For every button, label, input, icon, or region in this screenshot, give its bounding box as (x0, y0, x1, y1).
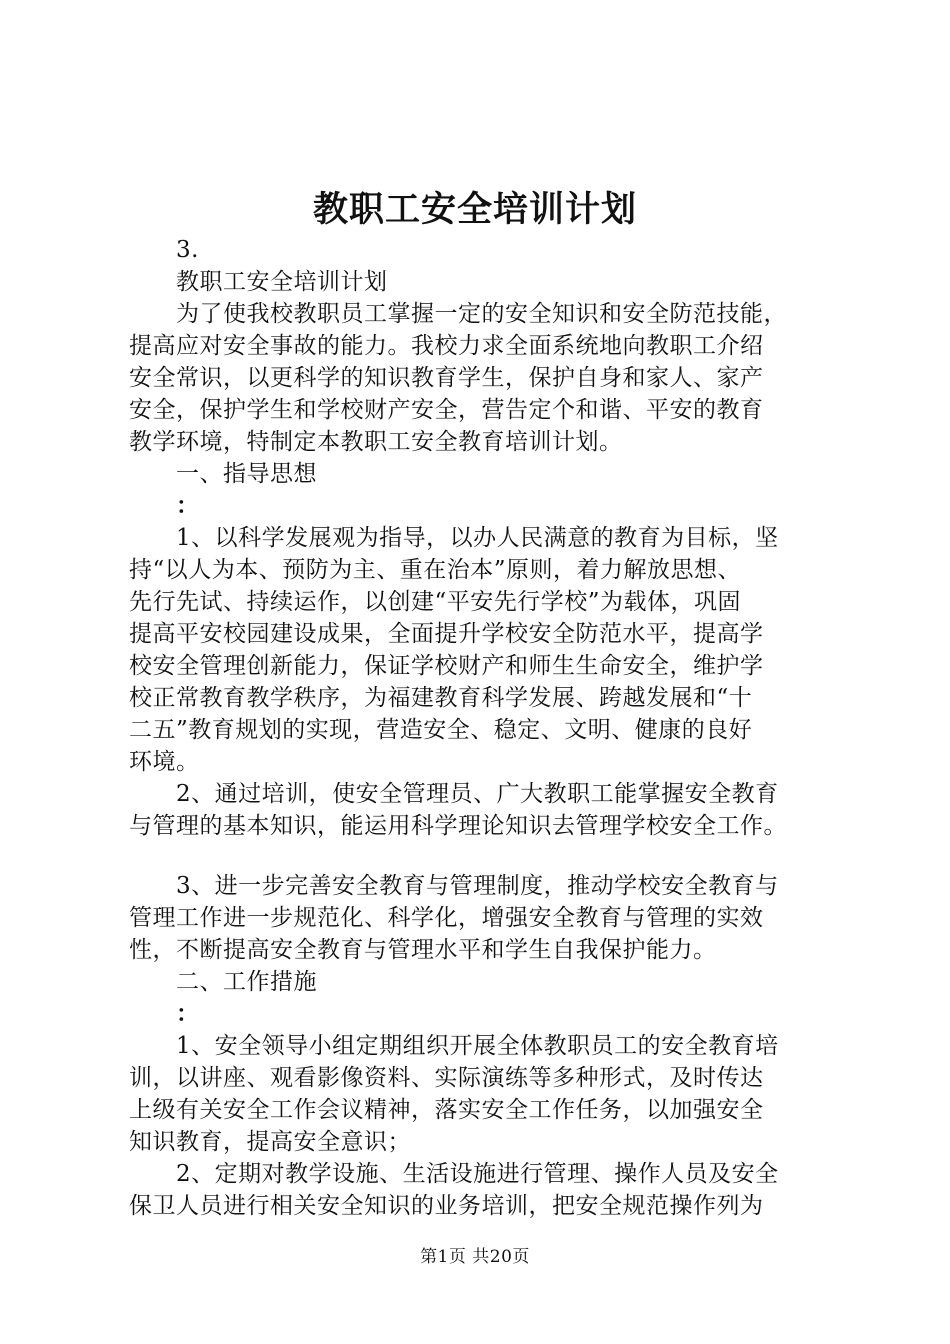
heading-colon: ： (176, 492, 200, 519)
paragraph-line: 2、通过培训，使安全管理员、广大教职工能掌握安全教育 (176, 781, 779, 807)
heading-colon: ： (176, 1000, 200, 1027)
paragraph-line: 为了使我校教职员工掌握一定的安全知识和安全防范技能， (176, 301, 787, 327)
section-number: 3. (176, 237, 199, 263)
paragraph-line: 管理工作进一步规范化、科学化，增强安全教育与管理的实效 (129, 905, 764, 931)
paragraph-line: 校正常教育教学秩序，为福建教育科学发展、跨越发展和“十 (129, 685, 753, 711)
document-body (129, 234, 829, 1222)
section-heading: 一、指导思想 (176, 461, 317, 487)
paragraph-line: 环境。 (129, 749, 200, 775)
paragraph-line: 校安全管理创新能力，保证学校财产和师生生命安全，维护学 (129, 653, 764, 679)
paragraph-line: 上级有关安全工作会议精神，落实安全工作任务，以加强安全 (129, 1097, 764, 1123)
paragraph-line: 1、以科学发展观为指导，以办人民满意的教育为目标，坚 (176, 525, 779, 551)
paragraph-line: 先行先试、持续运作，以创建“平安先行学校”为载体，巩固 (129, 589, 742, 615)
paragraph-line: 知识教育，提高安全意识； (129, 1129, 411, 1155)
section-heading: 二、工作措施 (176, 969, 317, 995)
subtitle-line: 教职工安全培训计划 (176, 269, 388, 295)
paragraph-line: 持“以人为本、预防为主、重在治本”原则，着力解放思想、 (129, 557, 742, 583)
paragraph-line: 训，以讲座、观看影像资料、实际演练等多种形式，及时传达 (129, 1065, 764, 1091)
paragraph-line: 3、进一步完善安全教育与管理制度，推动学校安全教育与 (176, 873, 779, 899)
paragraph-line: 性，不断提高安全教育与管理水平和学生自我保护能力。 (129, 937, 717, 963)
paragraph-line: 提高应对安全事故的能力。我校力求全面系统地向教职工介绍 (129, 333, 764, 359)
document-title: 教职工安全培训计划 (312, 189, 637, 230)
paragraph-line: 安全常识，以更科学的知识教育学生，保护自身和家人、家产 (129, 365, 764, 391)
paragraph-line: 2、定期对教学设施、生活设施进行管理、操作人员及安全 (176, 1161, 779, 1187)
paragraph-line: 1、安全领导小组定期组织开展全体教职员工的安全教育培 (176, 1033, 779, 1059)
paragraph-line: 二五”教育规划的实现，营造安全、稳定、文明、健康的良好 (129, 717, 753, 743)
paragraph-line: 与管理的基本知识，能运用科学理论知识去管理学校安全工作。 (129, 813, 787, 839)
paragraph-line: 提高平安校园建设成果，全面提升学校安全防范水平，提高学 (129, 621, 764, 647)
paragraph-line: 安全，保护学生和学校财产安全，营告定个和谐、平安的教育 (129, 397, 764, 423)
paragraph-line: 保卫人员进行相关安全知识的业务培训，把安全规范操作列为 (129, 1193, 764, 1219)
paragraph-line: 教学环境，特制定本教职工安全教育培训计划。 (129, 429, 623, 455)
paragraph-gap (129, 842, 829, 870)
page-footer: 第1页 共20页 (420, 1247, 530, 1267)
